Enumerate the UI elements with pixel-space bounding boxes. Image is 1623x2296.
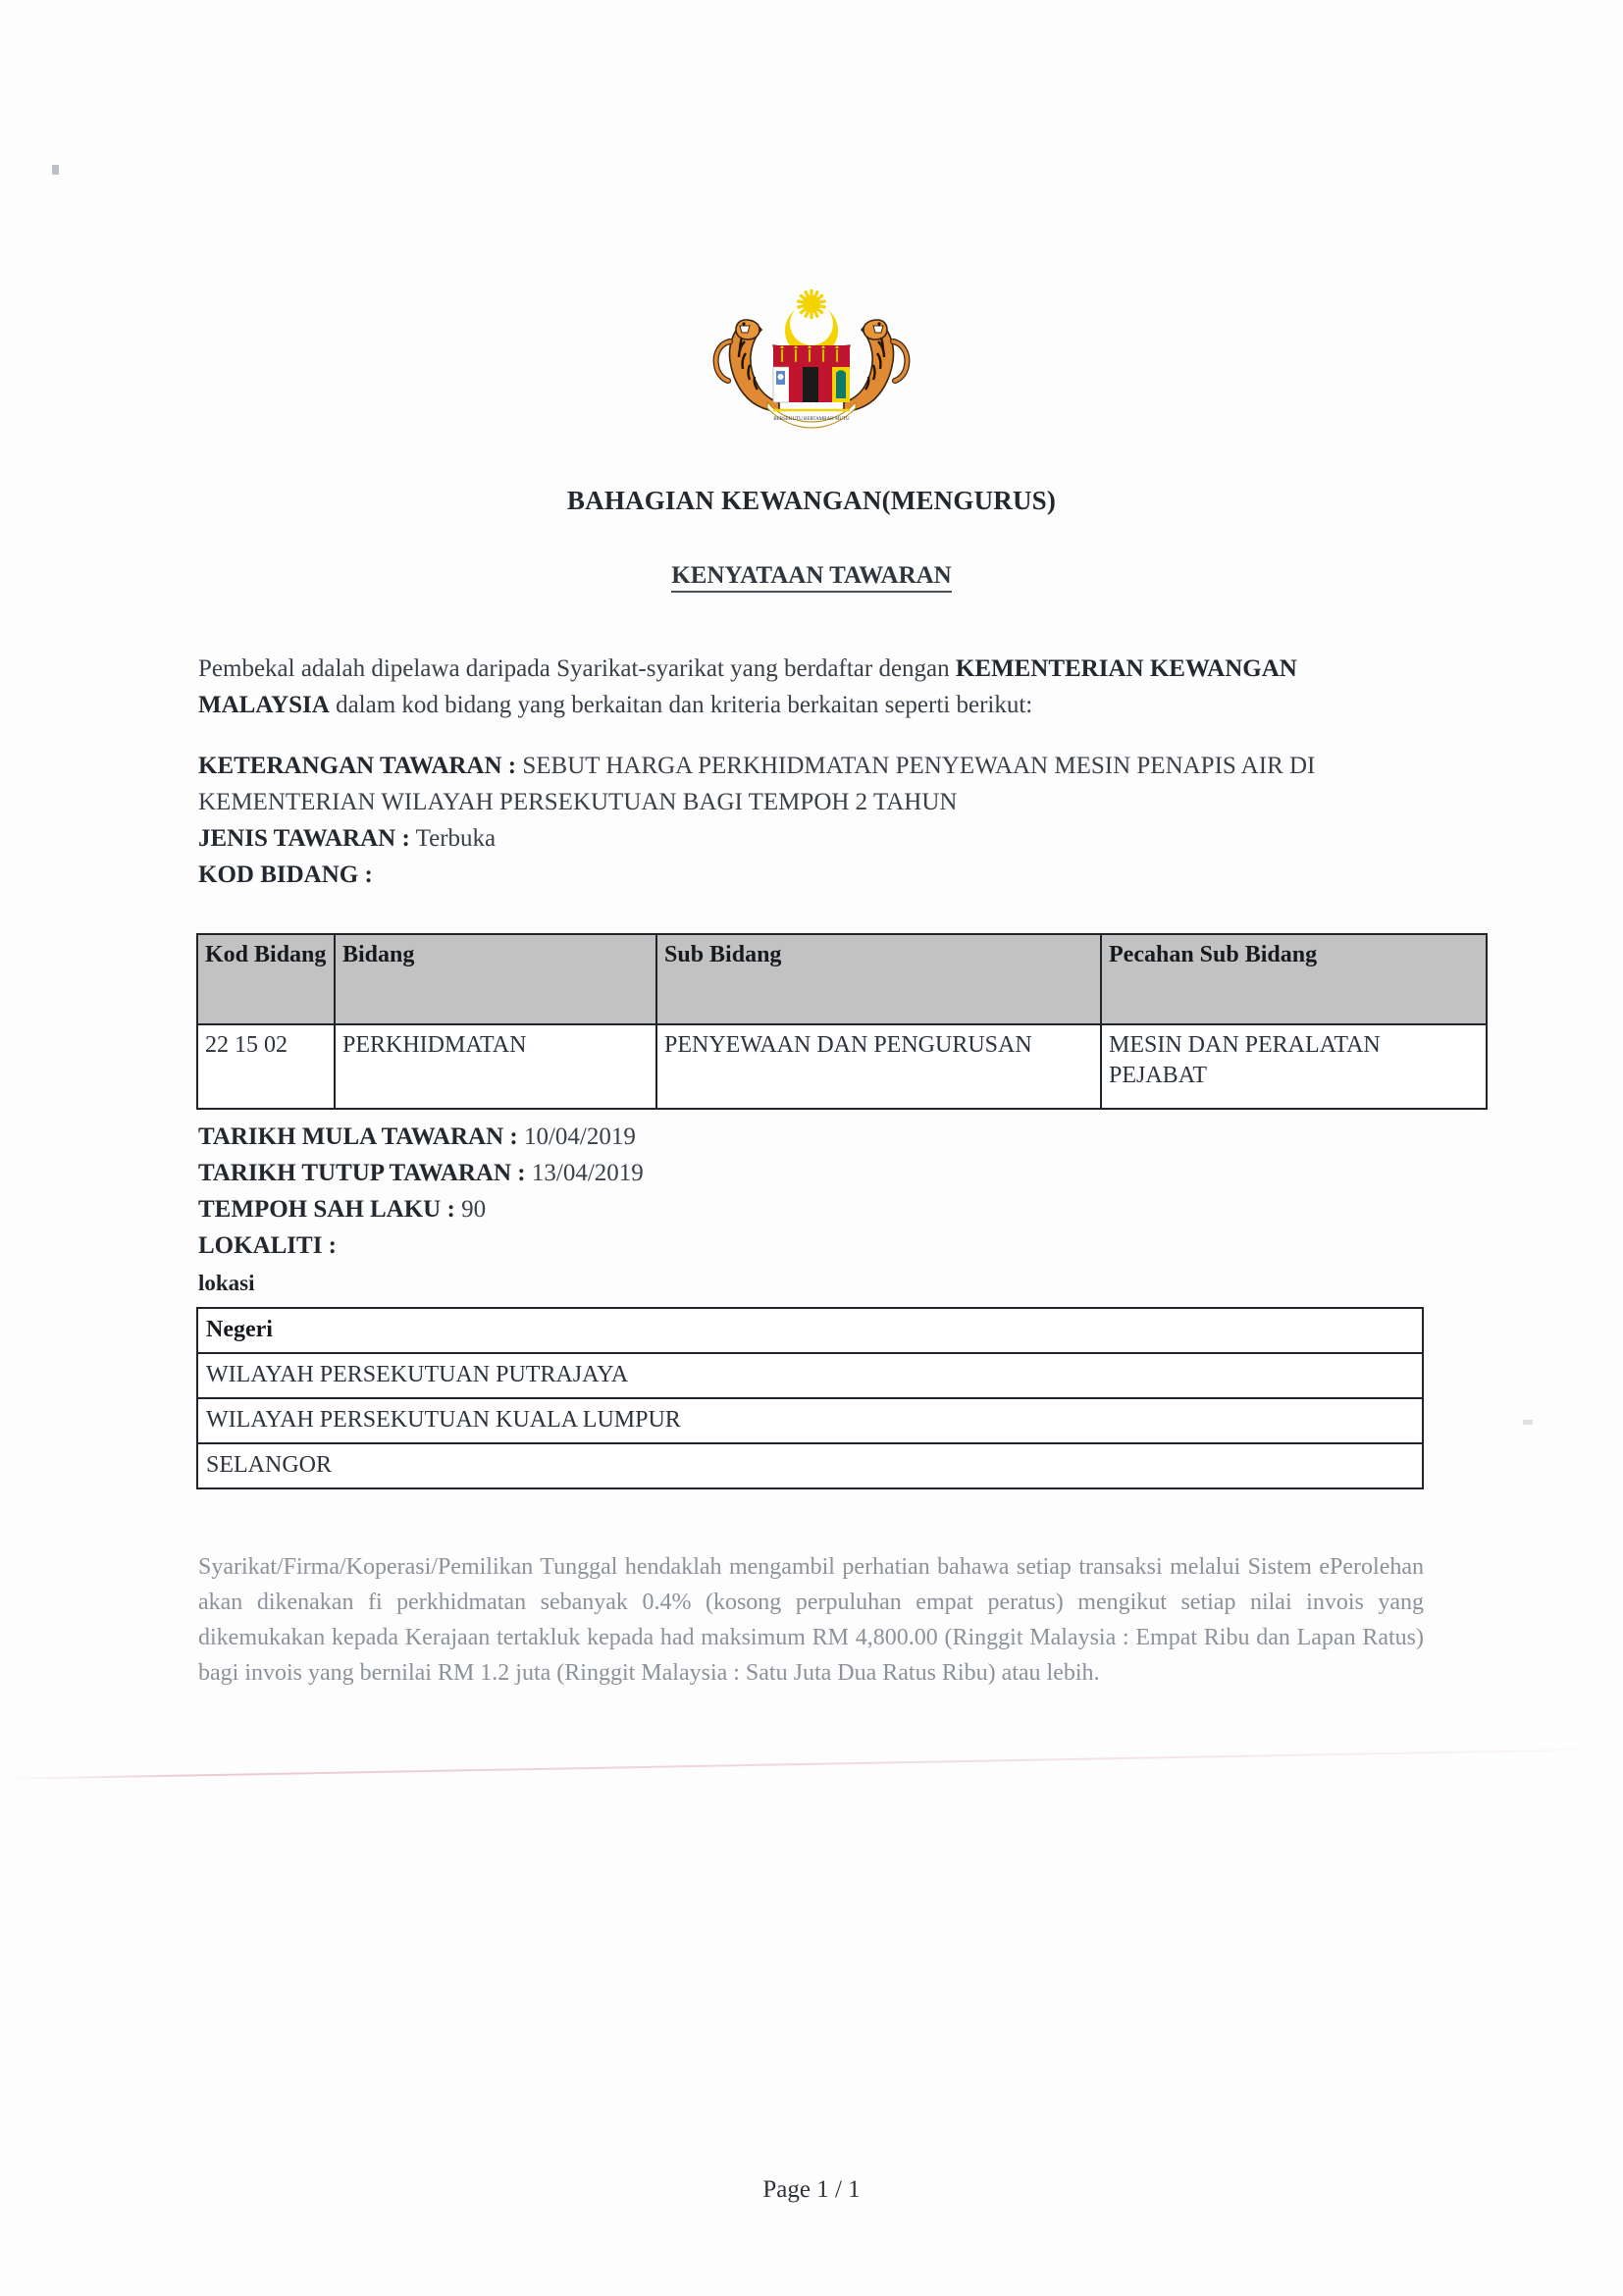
field-jenis-tawaran — [198, 820, 1425, 857]
field-lokaliti — [198, 1227, 1425, 1264]
field-keterangan-value: SEBUT HARGA PERKHIDMATAN PENYEWAAN MESIN PENAPIS AIR DI KEMENTERIAN WILAYAH PERSEKUTUAN BAGI TEMPOH 2 TAHUN — [198, 753, 1316, 815]
table-row — [197, 1024, 1487, 1109]
scan-artifact-speck — [52, 165, 59, 175]
intro-text-part1: Pembekal adalah dipelawa daripada Syarikat-syarikat yang berdaftar dengan — [198, 655, 956, 682]
shield-icon — [767, 345, 856, 428]
field-tarikh-tutup-value: 13/04/2019 — [525, 1160, 644, 1186]
bidang-table-body — [197, 1024, 1487, 1109]
intro-text-part2: dalam kod bidang yang berkaitan dan kriteria berkaitan seperti berikut: — [329, 692, 1033, 718]
field-tempoh-sah-laku — [198, 1191, 1425, 1227]
field-keterangan-tawaran — [198, 748, 1356, 820]
bidang-table — [196, 933, 1488, 1110]
field-jenis-label: JENIS TAWARAN : — [198, 825, 410, 852]
scan-artifact-line — [0, 1748, 1623, 1780]
field-jenis-value: Terbuka — [409, 825, 497, 852]
bidang-cell-bidang: PERKHIDMATAN — [335, 1024, 656, 1109]
bidang-cell-kod-bidang: 22 15 02 — [197, 1024, 335, 1109]
bidang-header-pecahan-sub-bidang: Pecahan Sub Bidang — [1101, 934, 1487, 1024]
lokasi-table-head — [197, 1308, 1423, 1353]
lokasi-header-negeri: Negeri — [197, 1308, 1423, 1353]
section-heading-text: KENYATAAN TAWARAN — [671, 562, 951, 593]
table-row — [197, 1353, 1423, 1398]
field-tarikh-mula-tawaran — [198, 1119, 1425, 1155]
bidang-table-head — [197, 934, 1487, 1024]
table-row — [197, 1398, 1423, 1443]
bidang-header-kod-bidang: Kod Bidang — [197, 934, 335, 1024]
lokasi-cell-negeri: WILAYAH PERSEKUTUAN KUALA LUMPUR — [197, 1398, 1423, 1443]
lokasi-table-caption: lokasi — [198, 1271, 255, 1295]
field-keterangan-label: KETERANGAN TAWARAN : — [198, 753, 517, 779]
field-kod-bidang — [198, 857, 1425, 893]
malaysia-coat-of-arms-icon — [689, 287, 934, 432]
field-tempoh-value: 90 — [454, 1196, 487, 1223]
lokasi-cell-negeri: WILAYAH PERSEKUTUAN PUTRAJAYA — [197, 1353, 1423, 1398]
field-tarikh-mula-value: 10/04/2019 — [517, 1123, 636, 1150]
page-footer: Page 1 / 1 — [762, 2176, 861, 2203]
field-tarikh-mula-label: TARIKH MULA TAWARAN : — [198, 1123, 518, 1150]
bidang-header-sub-bidang: Sub Bidang — [656, 934, 1101, 1024]
lokasi-cell-negeri: SELANGOR — [197, 1443, 1423, 1488]
field-kod-bidang-label: KOD BIDANG : — [198, 861, 373, 888]
bidang-header-bidang: Bidang — [335, 934, 656, 1024]
table-row — [197, 1443, 1423, 1488]
page-title: BAHAGIAN KEWANGAN(MENGURUS) — [566, 486, 1057, 515]
lokasi-table-body — [197, 1353, 1423, 1488]
field-tempoh-label: TEMPOH SAH LAKU : — [198, 1196, 455, 1223]
intro-paragraph — [198, 651, 1356, 723]
svg-text:BERSEKUTU BERTAMBAH MUTU: BERSEKUTU BERTAMBAH MUTU — [773, 417, 850, 422]
field-tarikh-tutup-tawaran — [198, 1155, 1425, 1191]
lokasi-table — [196, 1307, 1424, 1489]
field-lokaliti-label: LOKALITI : — [198, 1232, 338, 1259]
scan-artifact-speck-secondary — [1523, 1420, 1533, 1425]
bidang-cell-pecahan-sub-bidang: MESIN DAN PERALATAN PEJABAT — [1101, 1024, 1487, 1109]
intro-emphasis-ministry: KEMENTERIAN KEWANGAN MALAYSIA — [198, 655, 1297, 718]
bidang-cell-sub-bidang: PENYEWAAN DAN PENGURUSAN — [656, 1024, 1101, 1109]
lokasi-table-header-row — [197, 1308, 1423, 1353]
field-tarikh-tutup-label: TARIKH TUTUP TAWARAN : — [198, 1160, 526, 1186]
section-heading — [196, 562, 1427, 590]
bidang-table-header-row — [197, 934, 1487, 1024]
fee-note-paragraph: Syarikat/Firma/Koperasi/Pemilikan Tunggal hendaklah mengambil perhatian bahawa setiap transaksi melalui Sistem ePerolehan akan dikenakan fi perkhidmatan sebanyak 0.4% (kosong perpuluhan empat peratus) mengikut setiap nilai invois yang dikemukakan kepada Kerajaan tertakluk kepada had maksimum RM 4,800.00 (Ringgit Malaysia : Empat Ribu dan Lapan Ratus) bagi invois yang bernilai RM 1.2 juta (Ringgit Malaysia : Satu Juta Dua Ratus Ribu) atau lebih. — [198, 1554, 1424, 1686]
emblem-container — [196, 287, 1427, 437]
